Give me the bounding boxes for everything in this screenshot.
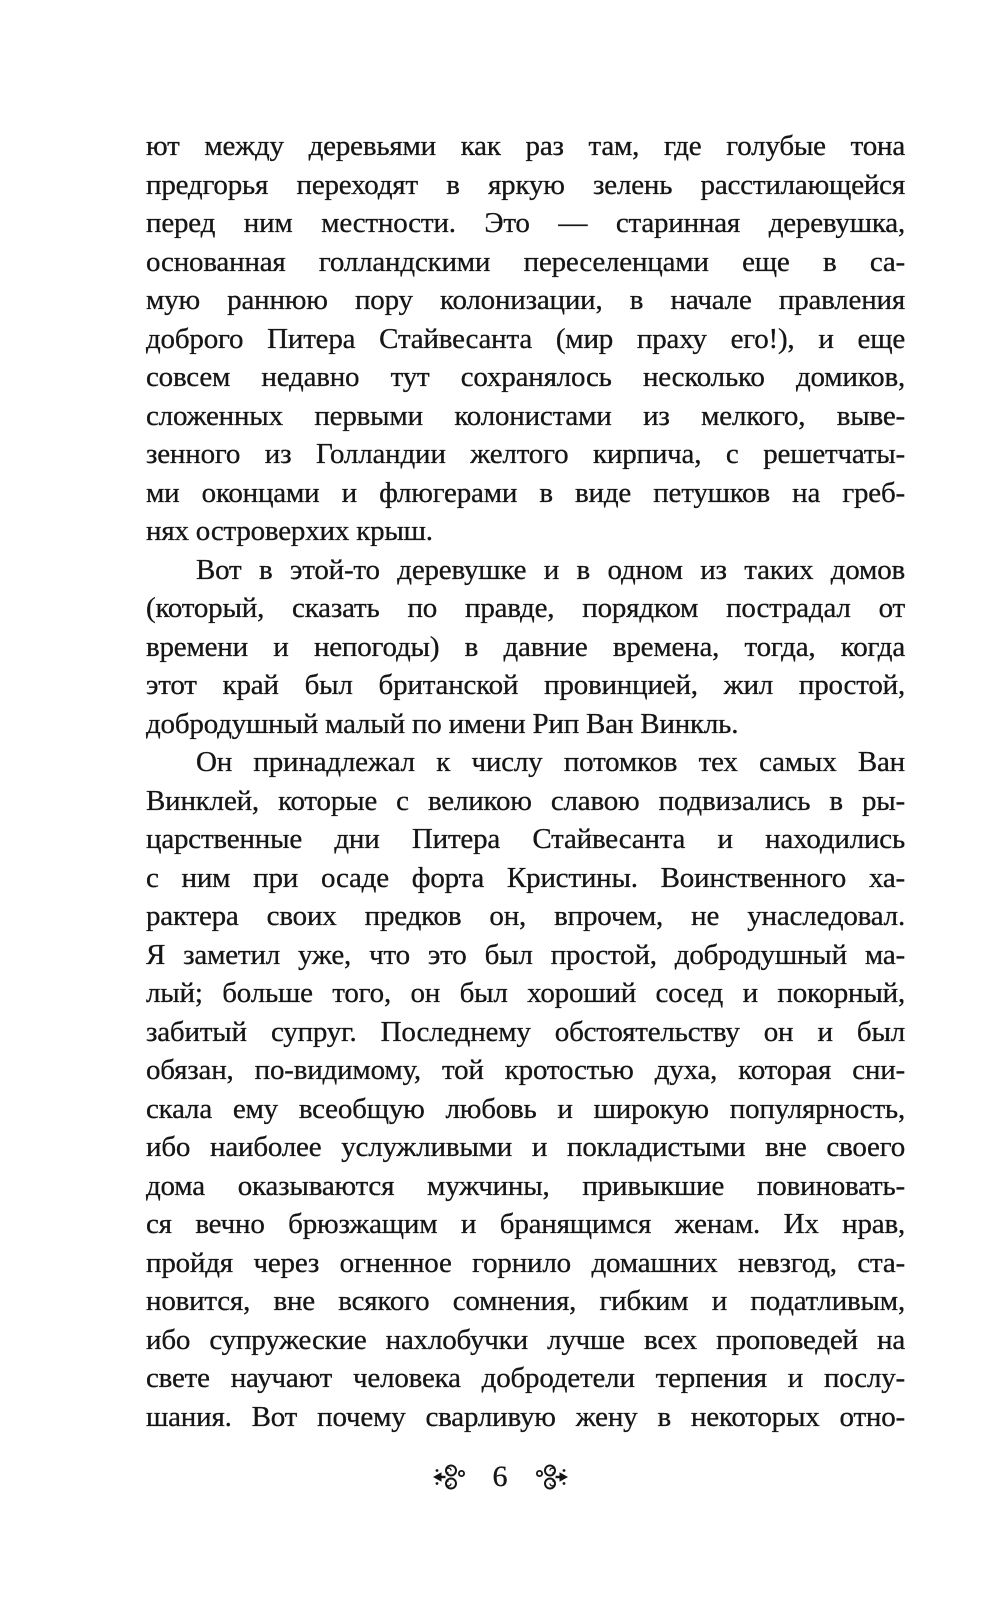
text-line: ибо супружеские нахлобучки лучше всех проповедей на — [146, 1323, 905, 1356]
text-line: времени и непогоды) в давние времена, тогда, когда — [146, 630, 905, 663]
text-line: шания. Вот почему сварливую жену в некоторых отно- — [146, 1400, 905, 1433]
text-line: зенного из Голландии желтого кирпича, с решетчаты- — [146, 438, 905, 470]
text-line: нях островерхих крыш. — [146, 515, 433, 547]
text-line: ют между деревьями как раз там, где голубые тона — [146, 130, 905, 162]
text-line: дома оказываются мужчины, привыкшие повиновать- — [146, 1169, 905, 1202]
text-line: Я заметил уже, что это был простой, добродушный ма- — [146, 938, 905, 971]
text-line: перед ним местности. Это — старинная деревушка, — [146, 207, 905, 239]
text-line: сложенных первыми колонистами из мелкого, выве- — [146, 399, 905, 432]
text-line: ся вечно брюзжащим и бранящимся женам. Их нрав, — [146, 1208, 905, 1240]
text-line: совсем недавно тут сохранялось несколько домиков, — [146, 361, 905, 393]
fleuron-left-icon — [432, 1462, 466, 1492]
text-line: предгорья переходят в яркую зелень расстилающейся — [146, 168, 905, 201]
text-line: мую раннюю пору колонизации, в начале правления — [146, 284, 905, 316]
text-line: обязан, по-видимому, той кротостью духа, которая сни- — [146, 1054, 905, 1086]
text-line: этот край был британской провинцией, жил простой, — [146, 669, 905, 701]
page-text-block — [146, 127, 905, 1436]
text-line: скала ему всеобщую любовь и широкую популярность, — [146, 1092, 905, 1125]
page-number: 6 — [492, 1460, 508, 1493]
text-line: Винклей, которые с великою славою подвизались в ры- — [146, 784, 905, 817]
text-line: Вот в этой-то деревушке и в одном из таких домов — [196, 553, 905, 586]
text-line: забитый супруг. Последнему обстоятельству он и был — [146, 1015, 905, 1048]
text-line: ибо наиболее услужливыми и покладистыми вне своего — [146, 1131, 905, 1163]
text-line: добродушный малый по имени Рип Ван Винкль. — [146, 707, 739, 740]
text-line: доброго Питера Стайвесанта (мир праху его!), и еще — [146, 322, 905, 355]
text-line: с ним при осаде форта Кристины. Воинственного ха- — [146, 861, 905, 894]
text-line: царственные дни Питера Стайвесанта и находились — [146, 823, 905, 855]
text-line: новится, вне всякого сомнения, гибким и податливым, — [146, 1285, 905, 1317]
text-line: пройдя через огненное горнило домашних невзгод, ста- — [146, 1246, 905, 1279]
text-line: (который, сказать по правде, порядком пострадал от — [146, 592, 905, 624]
fleuron-right-icon — [535, 1462, 569, 1492]
text-line: лый; больше того, он был хороший сосед и покорный, — [146, 977, 905, 1009]
text-line: Он принадлежал к числу потомков тех самых Ван — [196, 746, 905, 778]
text-line: рактера своих предков он, впрочем, не унаследовал. — [146, 900, 905, 932]
text-line: ми оконцами и флюгерами в виде петушков на греб- — [146, 476, 905, 509]
page-footer — [0, 1458, 1000, 1496]
text-line: свете научают человека добродетели терпения и послу- — [146, 1362, 905, 1394]
text-line: основанная голландскими переселенцами еще в са- — [146, 245, 905, 278]
